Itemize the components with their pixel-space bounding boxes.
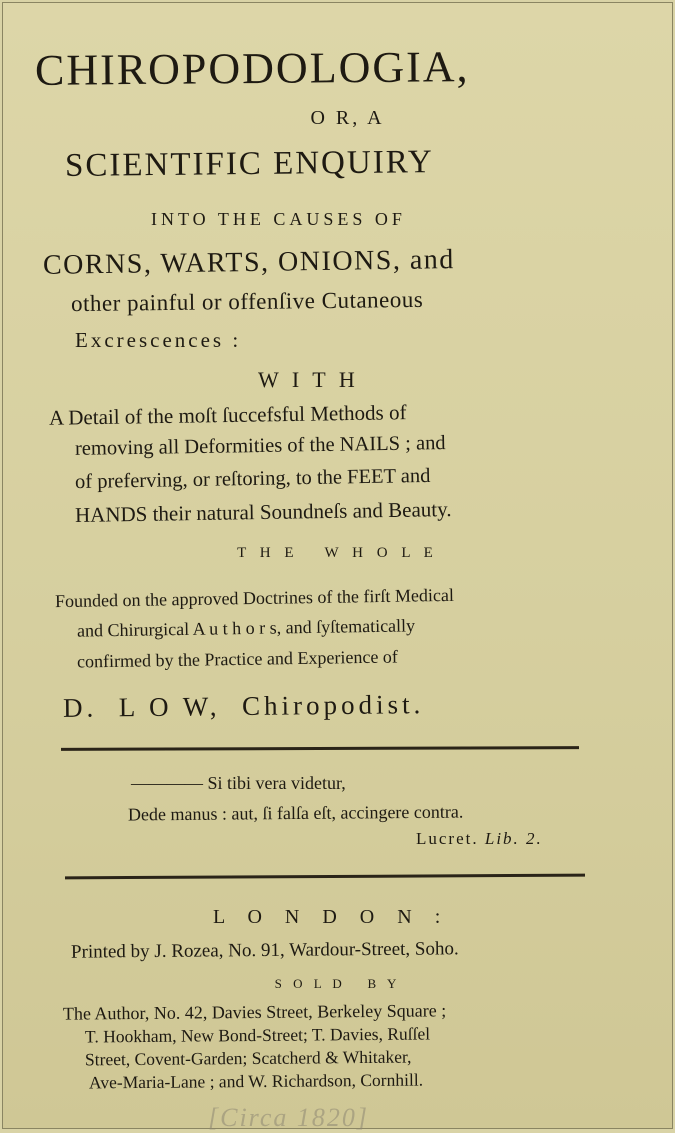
sellers-line-4: Ave-Maria-Lane ; and W. Richardson, Cornhill. [88,1069,424,1093]
founded-line-2: and Chirurgical A u t h o r s, and ſyſtematically [76,615,416,641]
other-painful-line: other painful or offenſive Cutaneous [70,286,424,317]
london-line: L O N D O N : [213,906,450,928]
or-a-line: O R, A [310,107,385,129]
detail-line-3: of preferving, or reſtoring, to the FEET and [74,464,431,494]
the-whole-line: T H E W H O L E [237,545,438,561]
with-line: W I T H [258,367,359,392]
pencil-annotation: [Circa 1820] [208,1103,369,1132]
sellers-line-2: T. Hookham, New Bond-Street; T. Davies, Ruſſel [84,1023,431,1047]
sellers-line-3: Street, Covent-Garden; Scatcherd & Whitaker, [84,1046,412,1070]
subtitle: SCIENTIFIC ENQUIRY [64,144,434,184]
epigraph-source-book: Lib. 2. [484,829,543,848]
corns-line: CORNS, WARTS, ONIONS, and [42,244,455,281]
title-page [2,2,673,1132]
epigraph-source [416,829,543,849]
printed-by-line: Printed by J. Rozea, No. 91, Wardour-Street, Soho. [70,938,459,963]
author-line: D. L O W, Chiropodist. [62,689,425,723]
sold-by-line: S O L D B Y [274,976,401,991]
excrescences-line: Excrescences : [75,328,242,352]
epigraph-line-2: Dede manus : aut, ſi falſa eſt, accingere contra. [127,801,464,825]
detail-line-4: HANDS their natural Soundneſs and Beauty. [74,497,452,527]
book-title: CHIROPODOLOGIA, [34,42,470,95]
into-line: INTO THE CAUSES OF [151,209,406,229]
bottom-rule [65,874,585,880]
epigraph-line-1: ———— Si tibi vera videtur, [131,773,346,793]
founded-line-1: Founded on the approved Doctrines of the firſt Medical [54,584,455,612]
top-rule [61,746,579,751]
sellers-line-1: The Author, No. 42, Davies Street, Berkeley Square ; [62,1000,447,1024]
epigraph-source-author: Lucret. [416,829,479,848]
founded-line-3: confirmed by the Practice and Experience of [76,646,398,672]
detail-line-1: A Detail of the moſt ſuccefsful Methods of [48,400,407,430]
detail-line-2: removing all Deformities of the NAILS ; and [74,432,446,460]
